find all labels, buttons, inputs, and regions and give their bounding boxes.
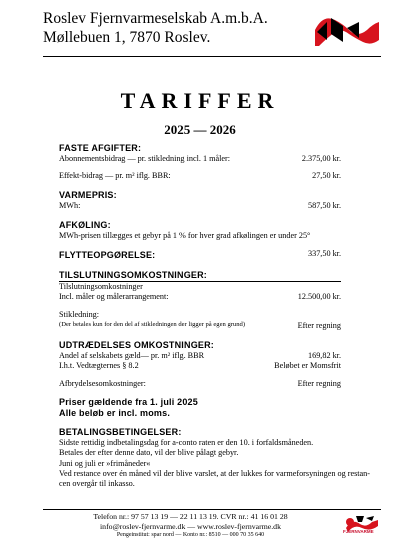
varmepris-value: 587,50 kr. bbox=[308, 201, 341, 210]
header-rule bbox=[43, 56, 381, 57]
afbrydelse-label: Afbrydelsesomkostninger: bbox=[59, 379, 146, 388]
footer-bank: Pengeinstitut: spar nord — Konto nr.: 8510 — 000 70 35 640 bbox=[116, 532, 265, 538]
period: 2025 — 2026 bbox=[164, 122, 236, 137]
section-afkoling: AFKØLING: bbox=[59, 220, 111, 230]
betaling-line: cen overgår til inkasso. bbox=[59, 479, 135, 489]
betaling-line: Ved restance over én måned vil der blive varslet, at der lukkes for varmeforsyningen og restan- bbox=[59, 468, 371, 478]
abonnement-value: 2.375,00 kr. bbox=[301, 154, 341, 163]
effekt-label: Effekt-bidrag — pr. m² iflg. BBR: bbox=[59, 171, 171, 180]
abonnement-label: Abonnementsbidrag — pr. stikledning incl. 1 måler: bbox=[59, 154, 230, 163]
betaling-line: Betales der efter denne dato, vil der blive pålagt gebyr. bbox=[59, 448, 239, 458]
section-udtraedelse: UDTRÆDELSES OMKOSTNINGER: bbox=[59, 340, 215, 350]
footer-phone-cvr: Telefon nr.: 97 57 13 19 — 22 11 13 19. CVR nr.: 41 16 01 28 bbox=[93, 512, 288, 521]
tilslutning-incl-value: 12.500,00 kr. bbox=[297, 292, 341, 301]
section-betaling: BETALINGSBETINGELSER: bbox=[59, 427, 182, 437]
fjernvarme-badge-logo bbox=[342, 512, 382, 542]
vedtaegt-value: Beløbet er Momsfrit bbox=[274, 361, 341, 370]
afkoling-text: MWh-prisen tillægges et gebyr på 1 % for hver grad afkølingen er under 25° bbox=[59, 231, 311, 240]
afbrydelse-value: Efter regning bbox=[297, 379, 341, 388]
effekt-value: 27,50 kr. bbox=[312, 171, 341, 180]
section-faste-afgifter: FASTE AFGIFTER: bbox=[59, 143, 142, 153]
andel-label: Andel af selskabets gæld— pr. m² iflg. BBR bbox=[59, 351, 205, 360]
company-address: Møllebuen 1, 7870 Roslev. bbox=[43, 29, 211, 46]
section-tilslutning: TILSLUTNINGSOMKOSTNINGER: bbox=[59, 270, 207, 280]
flytte-value: 337,50 kr. bbox=[308, 249, 341, 258]
betaling-text bbox=[59, 438, 371, 489]
betaling-line: Juni og juli er »frimåneder« bbox=[59, 458, 151, 468]
page-title: TARIFFER bbox=[120, 88, 280, 113]
section-varmepris: VARMEPRIS: bbox=[59, 190, 117, 200]
stikledning-value: Efter regning bbox=[297, 321, 341, 330]
vat-notice: Alle beløb er incl. moms. bbox=[59, 408, 171, 418]
valid-from-notice: Priser gældende fra 1. juli 2025 bbox=[59, 397, 198, 407]
andel-value: 169,82 kr. bbox=[308, 351, 341, 360]
company-name: Roslev Fjernvarmeselskab A.m.b.A. bbox=[43, 10, 268, 27]
section-flytteopgorelse: FLYTTEOPGØRELSE: bbox=[59, 250, 156, 260]
betaling-line: Sidste rettidig indbetalingsdag for a-conto raten er den 10. i forfaldsmåneden. bbox=[59, 438, 314, 447]
stikledning-label: Stikledning: bbox=[59, 310, 100, 319]
varmepris-label: MWh: bbox=[59, 201, 81, 210]
tilslutning-sub: Tilslutningsomkostninger bbox=[59, 282, 143, 291]
badge-text: FJERNVARME bbox=[343, 529, 374, 534]
footer-email-web[interactable]: info@roslev-fjernvarme.dk — www.roslev-fjernvarme.dk bbox=[100, 522, 281, 531]
company-logo bbox=[313, 10, 381, 48]
stikledning-note: (Der betales kun for den del af stikledningen der ligger på egen grund) bbox=[59, 321, 246, 328]
vedtaegt-label: I.h.t. Vedtægternes § 8.2 bbox=[59, 361, 139, 370]
tilslutning-incl-label: Incl. måler og målerarrangement: bbox=[59, 292, 169, 301]
footer-rule bbox=[43, 509, 381, 510]
